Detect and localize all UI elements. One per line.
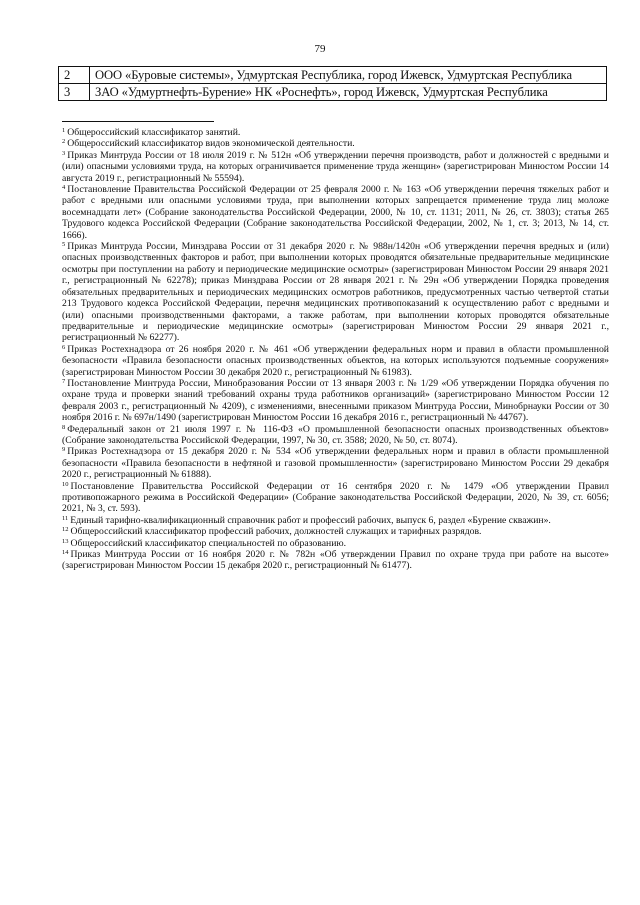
footnote-mark: 11: [62, 514, 69, 522]
footnote-text: Приказ Ростехнадзора от 15 декабря 2020 г. № 534 «Об утверждении федеральных норм и правил в области промышленной безопасности «Правила безопасности в нефтяной и газовой промышленности» (зарегистрировано Минюстом России 29 декабря 2020 г., регистрационный № 61888).: [62, 446, 609, 481]
footnote-text: Федеральный закон от 21 июля 1997 г. № 116-ФЗ «О промышленной безопасности опасных производственных объектов» (Собрание законодательства Российской Федерации, 1997, № 30, ст. 3588; 2020, № 50, ст. 8074).: [62, 423, 609, 446]
footnote-mark: 13: [62, 537, 69, 545]
footnote-mark: 8: [62, 423, 66, 431]
footnote: [62, 344, 609, 378]
page-number: 79: [314, 43, 326, 55]
footnote: [62, 127, 609, 138]
footnote-mark: 2: [62, 138, 66, 146]
footnote-text: Постановление Правительства Российской Федерации от 16 сентября 2020 г. № 1479 «Об утверждении Правил противопожарного режима в Российской Федерации» (Собрание законодательства Российской Федерации, 2020, № 39, ст. 6056; 2021, № 3, ст. 593).: [62, 480, 609, 515]
footnote: [62, 138, 609, 149]
footnote-mark: 1: [62, 127, 66, 134]
footnote: [62, 424, 609, 447]
footnote-text: Постановление Правительства Российской Федерации от 25 февраля 2000 г. № 163 «Об утверждении перечня тяжелых работ и работ с вредными или опасными условиями труда, при выполнении которых запрещается применение труда лиц моложе восемнадцати лет» (Собрание законодательства Российской Федерации, 2000, № 10, ст. 1131; 2011, № 26, ст. 3803); статья 265 Трудового кодекса Российской Федерации (Собрание законодательства Российской Федерации, 2002, № 1, ст. 3; 2013, № 14, ст. 1666).: [62, 184, 609, 241]
row-number: 2: [59, 67, 90, 84]
footnote: [62, 184, 609, 241]
footnote-mark: 6: [62, 343, 66, 351]
footnote-mark: 4: [62, 184, 66, 192]
footnote-text: Постановление Минтруда России, Минобразования России от 13 января 2003 г. № 1/29 «Об утверждении Порядка обучения по охране труда и проверки знаний требований охраны труда работников организаций» (зарегистрировано Минюстом России 12 февраля 2003 г., регистрационный № 4209), с изменениями, внесенными приказом Минтруда России, Минобрнауки России от 30 ноября 2016 г. № 697н/1490 (зарегистрирован Минюстом России 16 декабря 2016 г., регистрационный № 44767).: [62, 377, 609, 424]
footnote-separator: [62, 121, 214, 122]
footnote-mark: 12: [62, 526, 69, 534]
organizations-table: [58, 66, 607, 101]
footnote: [62, 378, 609, 424]
row-number: 3: [59, 84, 90, 101]
footnote-text: Общероссийский классификатор видов экономической деятельности.: [67, 138, 355, 150]
footnote-mark: 9: [62, 446, 66, 454]
footnote: [62, 446, 609, 480]
footnote-mark: 5: [62, 241, 66, 249]
footnote-text: Общероссийский классификатор профессий рабочих, должностей служащих и тарифных разрядов.: [70, 526, 482, 538]
footnote-text: Общероссийский классификатор занятий.: [67, 127, 241, 138]
footnote-mark: 14: [62, 549, 69, 557]
footnote-text: Приказ Минтруда России от 16 ноября 2020 г. № 782н «Об утверждении Правил по охране труда при работе на высоте» (зарегистрирован Минюстом России 15 декабря 2020 г., регистрационный № 61477).: [62, 549, 609, 572]
footnote: [62, 538, 609, 549]
footnote-text: Приказ Минтруда России, Минздрава России от 31 декабря 2020 г. № 988н/1420н «Об утверждении перечня вредных и (или) опасных производственных факторов и работ, при выполнении которых проводятся обязательные предварительные медицинские осмотры при поступлении на работу и периодические медицинские осмотры» (зарегистрирован Минюстом России 29 января 2021 г., регистрационный № 62278); приказ Минздрава России от 28 января 2021 г. № 29н «Об утверждении Порядка проведения обязательных предварительных и периодических медицинских осмотров работников, предусмотренных частью четвертой статьи 213 Трудового кодекса Российской Федерации, перечня медицинских противопоказаний к осуществлению работ с вредными и (или) опасными производственными факторами, а также работам, при выполнении которых проводятся обязательные предварительные и периодические медицинские осмотры» (зарегистрирован Минюстом России 29 января 2021 г., регистрационный № 62277).: [62, 241, 609, 344]
footnotes: [62, 127, 609, 572]
footnote: [62, 526, 609, 537]
footnote-mark: 3: [62, 149, 66, 157]
footnote-mark: 10: [62, 480, 69, 488]
footnote-mark: 7: [62, 377, 66, 385]
footnote: [62, 150, 609, 184]
table-row: [59, 84, 607, 101]
footnote: [62, 549, 609, 572]
footnote: [62, 481, 609, 515]
footnote-text: Единый тарифно-квалификационный справочник работ и профессий рабочих, выпуск 6, раздел «Бурение скважин».: [70, 514, 551, 526]
footnote-text: Приказ Минтруда России от 18 июля 2019 г. № 512н «Об утверждении перечня производств, работ и должностей с вредными и (или) опасными условиями труда, на которых ограничивается применение труда женщин» (зарегистрирован Минюстом России 14 августа 2019 г., регистрационный № 55594).: [62, 149, 609, 184]
footnote-text: Общероссийский классификатор специальностей по образованию.: [70, 537, 347, 549]
footnote: [62, 241, 609, 344]
organization-name: ООО «Буровые системы», Удмуртская Республика, город Ижевск, Удмуртская Республика: [90, 67, 607, 84]
table-row: [59, 67, 607, 84]
footnote: [62, 515, 609, 526]
footnote-text: Приказ Ростехнадзора от 26 ноября 2020 г. № 461 «Об утверждении федеральных норм и правил в области промышленной безопасности «Правила безопасности опасных производственных объектов, на которых используются подъемные сооружения» (зарегистрирован Минюстом России 30 декабря 2020 г., регистрационный № 61983).: [62, 343, 609, 378]
organization-name: ЗАО «Удмуртнефть-Бурение» НК «Роснефть», город Ижевск, Удмуртская Республика: [90, 84, 607, 101]
